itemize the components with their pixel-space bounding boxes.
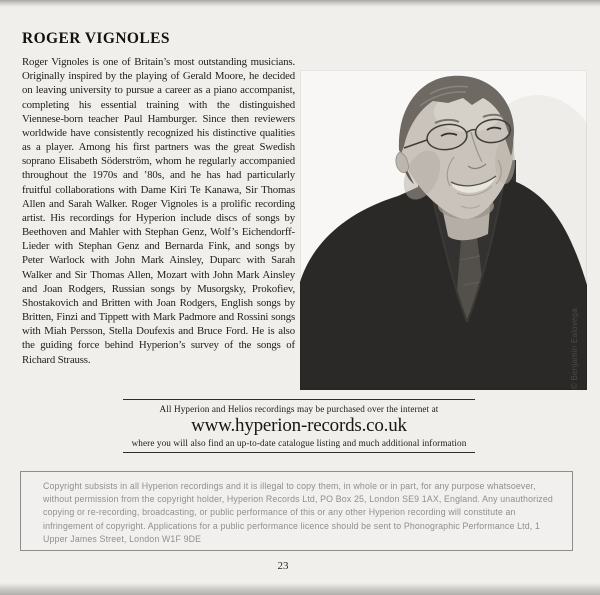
- page-title: ROGER VIGNOLES: [22, 30, 170, 47]
- copyright-text: Copyright subsists in all Hyperion recordings and it is illegal to copy them, in whole or in part, for any purpose whatsoever, without permission from the copyright holder, Hyperion Records Ltd, PO Box 25, London SE9 1AX, England. Any unauthorized copying or re-recording, broadcasting, or public performance of this or any other Hyperion recording will constitute an infringement of copyright. Applications for a public performance licence should be sent to Phonographic Performance Ltd, 1 Upper James Street, London W1F 9DE: [43, 481, 553, 544]
- scan-edge-top: [0, 0, 600, 7]
- divider-bottom: [123, 452, 475, 453]
- photo-credit: © Benjamin Ealovega: [570, 308, 579, 389]
- purchase-info-line2: where you will also find an up-to-date catalogue listing and much additional information: [131, 438, 467, 448]
- biography-paragraph: Roger Vignoles is one of Britain’s most outstanding musicians. Originally inspired by the playing of Gerald Moore, he decided on leaving university to pursue a career as a piano accompanist, completing his essential training with the distinguished Viennese-born teacher Paul Hamburger. Since then reviewers worldwide have consistently recognized his distinctive qualities as a player. Among his first partners was the great Swedish soprano Elisabeth Söderström, whom he regularly accompanied throughout the 1970s and ’80s, and he has had particularly fruitful collaborations with Dame Kiri Te Kanawa, Sir Thomas Allen and Sarah Walker. Roger Vignoles is a prolific recording artist. His recordings for Hyperion include discs of songs by Beethoven and Mahler with Stephan Genz, Wolf’s Eichendorff-Lieder with Stephan Genz and Bernarda Fink, and songs by Peter Warlock with John Mark Ainsley, Duparc with Sarah Walker and Sir Thomas Allen, Mozart with John Mark Ainsley and Joan Rodgers, Russian songs by Musorgsky, Prokofiev, Shostakovich and Britten with Joan Rodgers, English songs by Britten, Finzi and Tippett with Mark Padmore and Rossini songs with Miah Persson, Stella Doufexis and Bruce Ford. He is also the guiding force behind Hyperion’s survey of the songs of Richard Strauss.: [22, 56, 295, 366]
- divider-top: [123, 399, 475, 400]
- page-number: 23: [277, 560, 289, 572]
- scan-edge-bottom: [0, 583, 600, 595]
- hyperion-website-url: www.hyperion-records.co.uk: [191, 415, 407, 436]
- portrait-illustration: [300, 70, 587, 390]
- portrait-photo: [300, 70, 587, 390]
- copyright-notice-box: [20, 471, 573, 551]
- purchase-info-line1: All Hyperion and Helios recordings may be purchased over the internet at: [159, 404, 439, 414]
- purchase-info-block: [108, 399, 490, 453]
